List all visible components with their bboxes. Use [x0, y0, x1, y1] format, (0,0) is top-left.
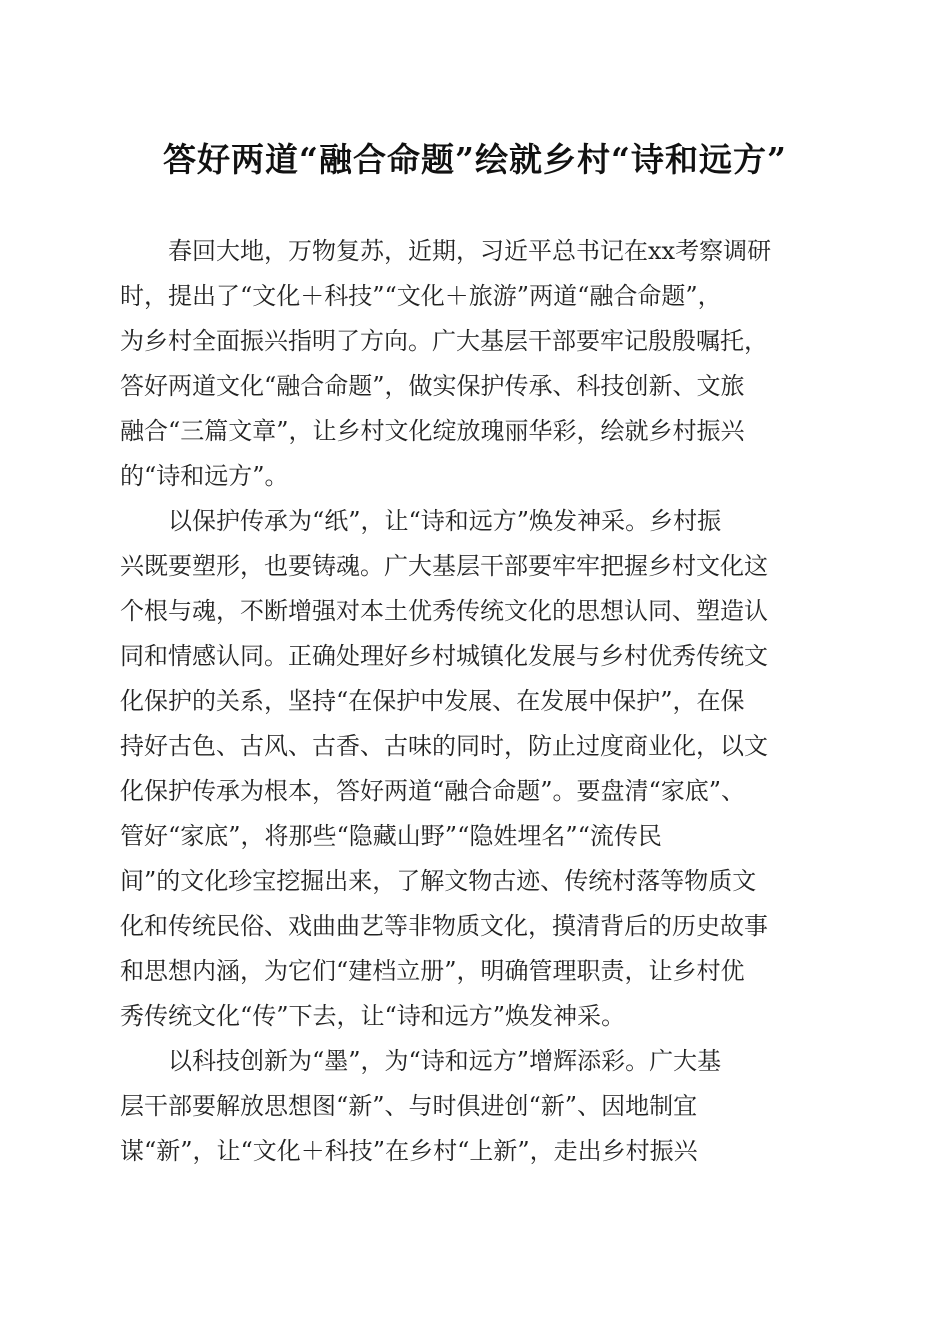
- paragraph-1-line: 融合“三篇文章”，让乡村文化绽放瑰丽华彩，绘就乡村振兴: [120, 417, 745, 445]
- paragraph-2-line: 持好古色、古风、古香、古味的同时，防止过度商业化，以文: [120, 732, 768, 760]
- paragraph-2-line: 以保护传承为“纸”，让“诗和远方”焕发神采。乡村振: [168, 507, 722, 535]
- paragraph-2-line: 个根与魂，不断增强对本土优秀传统文化的思想认同、塑造认: [120, 597, 768, 625]
- paragraph-2-line: 秀传统文化“传”下去，让“诗和远方”焕发神采。: [120, 1002, 626, 1030]
- paragraph-1-line: 的“诗和远方”。: [120, 462, 289, 490]
- paragraph-2-line: 和思想内涵，为它们“建档立册”，明确管理职责，让乡村优: [120, 957, 745, 985]
- paragraph-1-line: 时，提出了“文化＋科技”“文化＋旅游”两道“融合命题”，: [120, 282, 722, 310]
- paragraph-1-line: 答好两道文化“融合命题”，做实保护传承、科技创新、文旅: [120, 372, 745, 400]
- paragraph-2-line: 间”的文化珍宝挖掘出来，了解文物古迹、传统村落等物质文: [120, 867, 757, 895]
- paragraph-2-line: 管好“家底”，将那些“隐藏山野”“隐姓埋名”“流传民: [120, 822, 662, 850]
- paragraph-3-line: 层干部要解放思想图“新”、与时俱进创“新”、因地制宜: [120, 1092, 698, 1120]
- paragraph-1-line: 为乡村全面振兴指明了方向。广大基层干部要牢记殷殷嘱托，: [120, 327, 768, 355]
- paragraph-2-line: 化保护传承为根本，答好两道“融合命题”。要盘清“家底”、: [120, 777, 746, 805]
- paragraph-2-line: 化和传统民俗、戏曲曲艺等非物质文化，摸清背后的历史故事: [120, 912, 768, 940]
- document-title: 答好两道“融合命题”绘就乡村“诗和远方”: [163, 140, 787, 179]
- paragraph-2-line: 兴既要塑形，也要铸魂。广大基层干部要牢牢把握乡村文化这: [120, 552, 768, 580]
- paragraph-3-line: 谋“新”，让“文化＋科技”在乡村“上新”，走出乡村振兴: [120, 1137, 698, 1165]
- paragraph-1-line: 春回大地，万物复苏，近期，习近平总书记在xx考察调研: [168, 237, 772, 265]
- paragraph-2-line: 同和情感认同。正确处理好乡村城镇化发展与乡村优秀传统文: [120, 642, 768, 670]
- document-body: [120, 229, 830, 1174]
- paragraph-2-line: 化保护的关系，坚持“在保护中发展、在发展中保护”，在保: [120, 687, 745, 715]
- paragraph-3-line: 以科技创新为“墨”，为“诗和远方”增辉添彩。广大基: [168, 1047, 722, 1075]
